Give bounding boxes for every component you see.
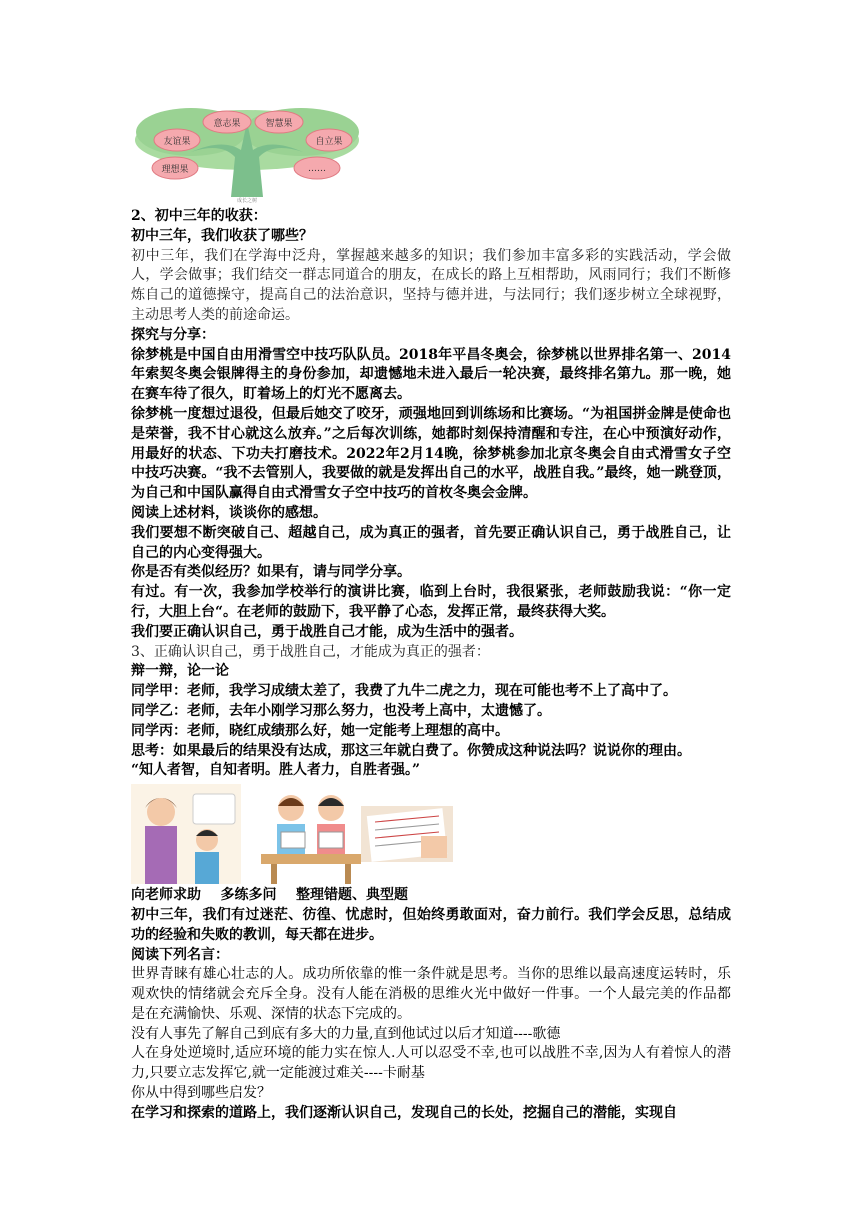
section-2-answer: 初中三年，我们在学海中泛舟，掌握越来越多的知识；我们参加丰富多彩的实践活动，学会做人，学会做事；我们结交一群志同道合的朋友，在成长的路上互相帮助，风雨同行；我们不断修炼自己的道德操守，提高自己的法治意识，坚持与德并进，与法同行；我们逐步树立全球视野，主动思考人类的前途命运。 bbox=[131, 247, 731, 323]
answer-1: 我们要想不断突破自己、超越自己，成为真正的强者，首先要正确认识自己，勇于战胜自己，让自己的内心变得强大。 bbox=[131, 524, 731, 561]
quote-goethe: 没有人事先了解自己到底有多大的力量,直到他试过以后才知道----歌德 bbox=[131, 1025, 561, 1042]
fruit-friendship bbox=[154, 129, 200, 151]
svg-text:智慧果: 智慧果 bbox=[265, 119, 293, 129]
svg-text:友谊果: 友谊果 bbox=[163, 137, 191, 147]
think-prompt: 思考：如果最后的结果没有达成，那这三年就白费了。你赞成这种说法吗？说说你的理由。 bbox=[131, 742, 691, 759]
quote-carnegie: 人在身处逆境时,适应环境的能力实在惊人.人可以忍受不幸,也可以战胜不幸,因为人有着惊人的潜力,只要立志发挥它,就一定能渡过难关----卡耐基 bbox=[131, 1045, 731, 1082]
svg-text:意志果: 意志果 bbox=[213, 119, 241, 129]
quote-paragraph-1: 世界青睐有雄心壮志的人。成功所依靠的惟一条件就是思考。当你的思维以最高速度运转时，乐观欢快的情绪就会充斥全身。没有人能在消极的思维火光中做好一件事。一个人最完美的作品都是在充满愉快、乐观、深情的状态下完成的。 bbox=[131, 966, 731, 1022]
caption-error-notes: 整理错题、典型题 bbox=[296, 887, 408, 904]
final-paragraph: 在学习和探索的道路上，我们逐渐认识自己，发现自己的长处，挖掘自己的潜能，实现自 bbox=[131, 1104, 677, 1121]
answer-3: 我们要正确认识自己，勇于战胜自己才能，成为生活中的强者。 bbox=[131, 623, 523, 640]
answer-2: 有过。有一次，我参加学校举行的演讲比赛，临到上台时，我很紧张，老师鼓励我说：“你一定行，大胆上台“。在老师的鼓励下，我平静了心态，发挥正常，最终获得大奖。 bbox=[131, 584, 731, 620]
svg-text:自立果: 自立果 bbox=[315, 137, 343, 147]
story-paragraph-1: 徐梦桃是中国自由用滑雪空中技巧队队员。2018年平昌冬奥会，徐梦桃以世界排名第一、2014年索契冬奥会银牌得主的身份参加，却遗憾地未进入最后一轮决赛，最终排名第九。那一晚，她在赛车待了很久，盯着场上的灯光不愿离去。 bbox=[131, 346, 731, 403]
growth-tree-illustration bbox=[131, 102, 363, 204]
proverb-quote: “知人者智，自知者明。胜人者力，自胜者强。” bbox=[131, 762, 421, 779]
teacher-help-image bbox=[131, 784, 241, 884]
error-notebook-image bbox=[361, 806, 453, 862]
image-captions bbox=[131, 886, 731, 906]
fruit-more bbox=[294, 157, 340, 179]
section-3-heading: 3、正确认识自己，勇于战胜自己，才能成为真正的强者： bbox=[131, 643, 490, 660]
caption-teacher-help: 向老师求助 bbox=[131, 887, 201, 904]
section-2-question: 初中三年，我们收获了哪些？ bbox=[131, 227, 313, 244]
caption-practice: 多练多问 bbox=[220, 887, 277, 904]
fruit-willpower bbox=[203, 111, 251, 133]
illustration-row bbox=[131, 784, 731, 884]
student-b: 同学乙：老师，去年小刚学习那么努力，也没考上高中，太遗憾了。 bbox=[131, 702, 551, 719]
read-quotes-label: 阅读下列名言： bbox=[131, 946, 229, 963]
student-c: 同学丙：老师，晓红成绩那么好，她一定能考上理想的高中。 bbox=[131, 722, 509, 739]
section-2-heading: 2、初中三年的收获： bbox=[131, 208, 267, 224]
svg-text:理想果: 理想果 bbox=[161, 165, 189, 175]
study-together-image bbox=[261, 784, 361, 884]
svg-text:……: …… bbox=[308, 164, 326, 174]
fruit-wisdom bbox=[255, 111, 303, 133]
fruit-independence bbox=[306, 129, 352, 151]
question-1: 阅读上述材料，谈谈你的感想。 bbox=[131, 504, 327, 521]
story-paragraph-2: 徐梦桃一度想过退役，但最后她交了咬牙，顽强地回到训练场和比赛场。“为祖国拼金牌是使命也是荣誉，我不甘心就这么放弃。”之后每次训练，她都时刻保持清醒和专注，在心中预演好动作，用最好的状态、下功夫打磨技术。2022年2月14晚，徐梦桃参加北京冬奥会自由式滑雪女子空中技巧决赛。“我不去管别人，我要做的就是发挥出自己的水平，战胜自我。”最终，她一跳登顶，为自己和中国队赢得自由式滑雪女子空中技巧的首枚冬奥会金牌。 bbox=[131, 405, 731, 502]
summary-paragraph: 初中三年，我们有过迷茫、彷徨、忧虑时，但始终勇敢面对，奋力前行。我们学会反思，总结成功的经验和失败的教训，每天都在进步。 bbox=[131, 906, 731, 943]
question-2: 你是否有类似经历？如果有，请与同学分享。 bbox=[131, 564, 411, 581]
fruit-ideal bbox=[152, 157, 198, 179]
debate-label: 辩一辩，论一论 bbox=[131, 663, 229, 680]
student-a: 同学甲：老师，我学习成绩太差了，我费了九牛二虎之力，现在可能也考不上了高中了。 bbox=[131, 683, 677, 700]
document-body bbox=[131, 207, 731, 1124]
inspiration-question: 你从中得到哪些启发？ bbox=[131, 1085, 271, 1102]
explore-share-label: 探究与分享： bbox=[131, 326, 215, 343]
tree-caption: 成长之树 bbox=[236, 198, 258, 204]
